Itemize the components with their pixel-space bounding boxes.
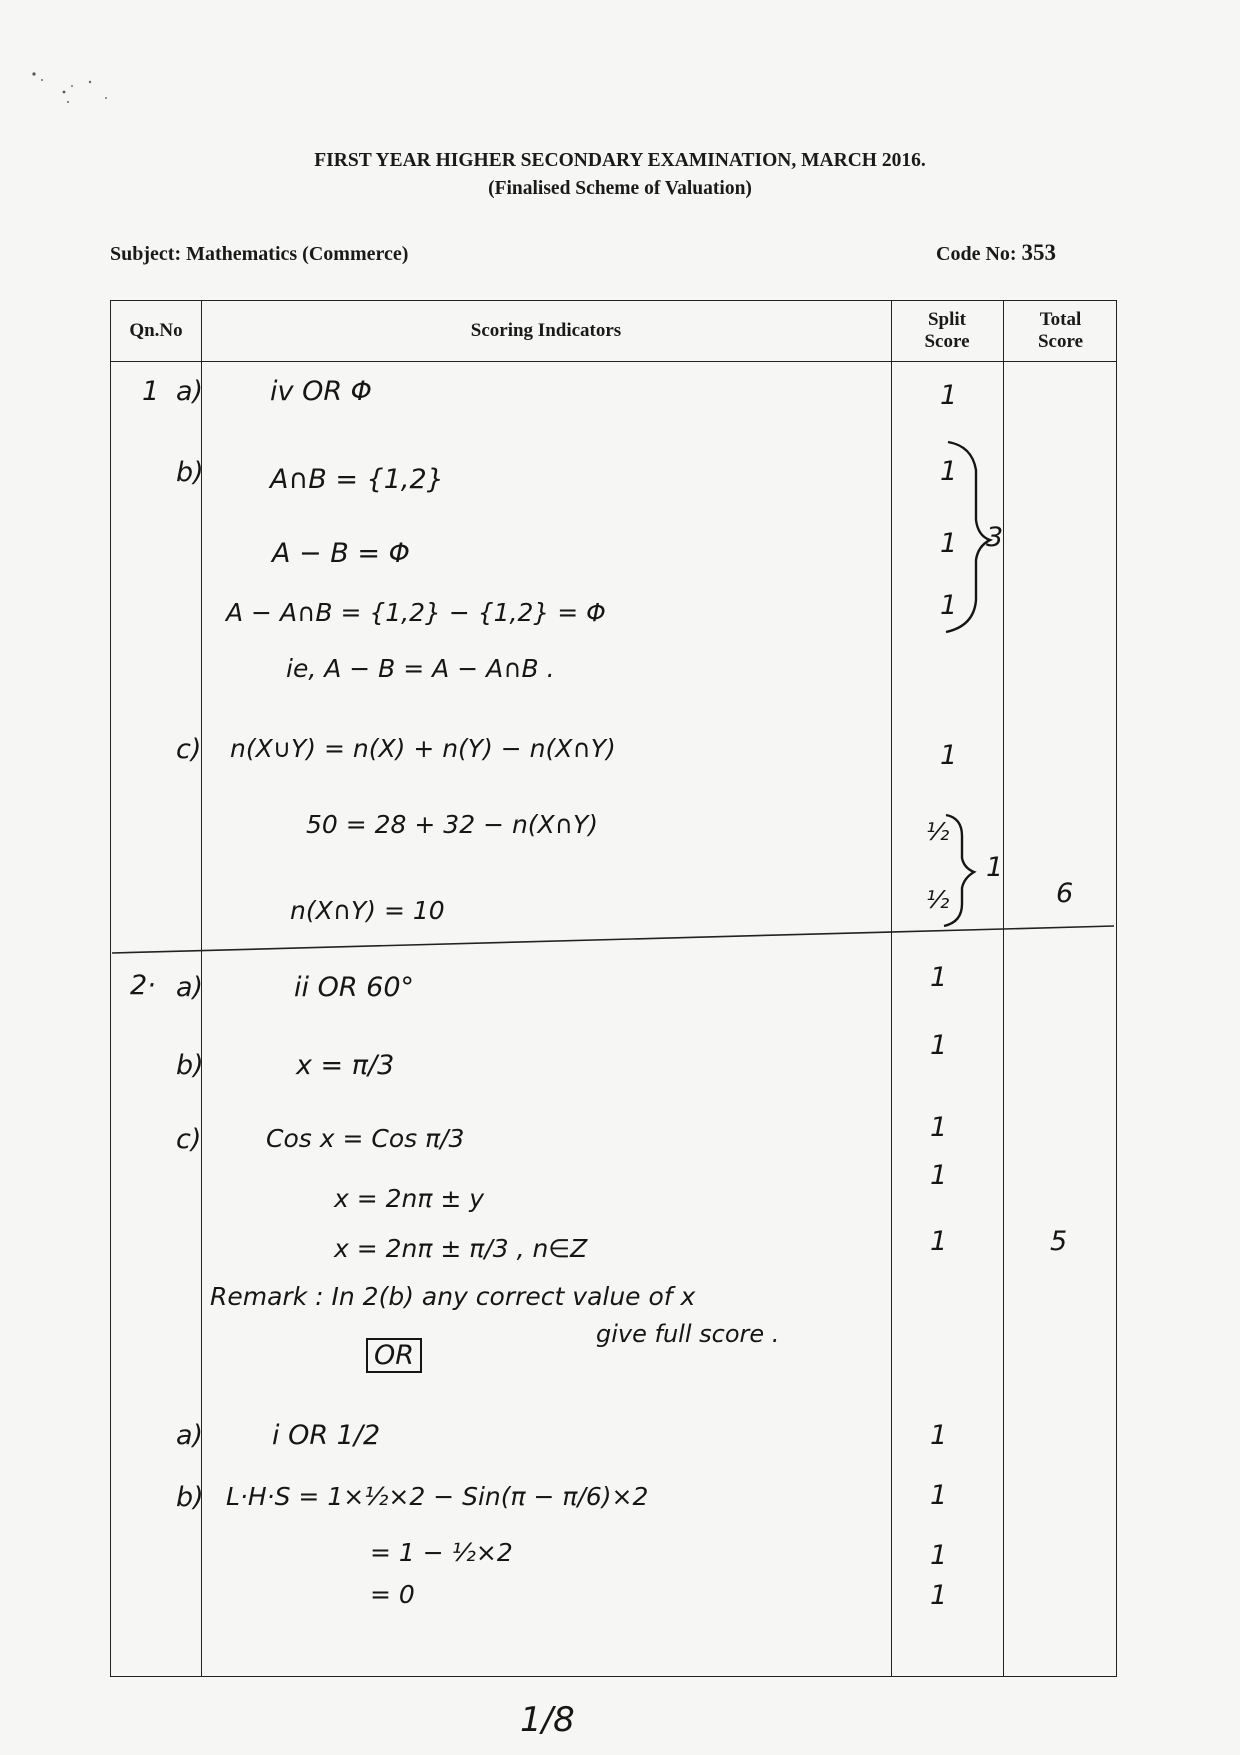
code-number bbox=[936, 240, 1056, 266]
q2-a-label: a) bbox=[176, 972, 204, 1003]
q2-remark-line1: Remark : In 2(b) any correct value of x bbox=[210, 1282, 696, 1311]
q2-c-line3: x = 2nπ ± π/3 , n∈Z bbox=[334, 1234, 588, 1263]
q2-alt-b-split2: 1 bbox=[930, 1540, 948, 1571]
col-divider bbox=[1003, 301, 1004, 1676]
q1-a-label: a) bbox=[176, 376, 204, 407]
col-header-qn: Qn.No bbox=[129, 320, 183, 341]
q1-c-split2: ½ bbox=[926, 818, 950, 846]
subject-label: Subject: Mathematics (Commerce) bbox=[110, 243, 409, 265]
q1-a-answer: iv OR Φ bbox=[270, 376, 372, 407]
code-label: Code No: bbox=[936, 243, 1017, 265]
code-value: 353 bbox=[1021, 240, 1057, 265]
q2-alt-a-split: 1 bbox=[930, 1420, 948, 1451]
q1-b-label: b) bbox=[176, 457, 204, 488]
split-header-line1: Split bbox=[927, 309, 967, 330]
q1-a-split: 1 bbox=[940, 380, 958, 411]
q2-c-label: c) bbox=[176, 1124, 202, 1155]
exam-subtitle: (Finalised Scheme of Valuation) bbox=[488, 178, 752, 199]
page-number: 1/8 bbox=[520, 1700, 575, 1740]
q2-alt-b-line3: = 0 bbox=[370, 1580, 415, 1609]
q1-c-line1: n(X∪Y) = n(X) + n(Y) − n(X∩Y) bbox=[230, 734, 616, 763]
q2-remark-line2: give full score . bbox=[596, 1320, 780, 1348]
or-box: OR bbox=[366, 1338, 422, 1373]
q1-c-line3: n(X∩Y) = 10 bbox=[290, 896, 445, 925]
q2-alt-b-line1: L·H·S = 1×½×2 − Sin(π − π/6)×2 bbox=[226, 1482, 649, 1511]
q1-number: 1 bbox=[142, 376, 160, 407]
q2-total-score: 5 bbox=[1050, 1226, 1068, 1257]
q2-c-line1: Cos x = Cos π/3 bbox=[266, 1124, 465, 1153]
q1-b-split3: 1 bbox=[940, 590, 958, 621]
header-divider bbox=[111, 361, 1116, 362]
q2-c-split1: 1 bbox=[930, 1112, 948, 1143]
col-header-indicators: Scoring Indicators bbox=[470, 320, 622, 341]
total-header-line2: Score bbox=[1037, 331, 1084, 352]
col-header-split bbox=[891, 301, 1003, 361]
valuation-table bbox=[110, 300, 1117, 1677]
split-header-line2: Score bbox=[924, 331, 970, 352]
q2-alt-b-split1: 1 bbox=[930, 1480, 948, 1511]
q1-b-split1: 1 bbox=[940, 456, 958, 487]
col-header-total bbox=[1003, 301, 1118, 361]
q1-c-brace-total: 1 bbox=[986, 852, 1004, 883]
q1-b-line1: A∩B = {1,2} bbox=[270, 464, 444, 495]
q1-c-split3: ½ bbox=[926, 886, 950, 914]
col-divider bbox=[891, 301, 892, 1676]
total-header-line1: Total bbox=[1039, 309, 1082, 330]
q1-c-label: c) bbox=[176, 734, 202, 765]
q2-b-answer: x = π/3 bbox=[296, 1050, 395, 1081]
q1-b-split2: 1 bbox=[940, 528, 958, 559]
q2-b-split: 1 bbox=[930, 1030, 948, 1061]
q2-a-answer: ii OR 60° bbox=[294, 972, 415, 1003]
q2-alt-b-split3: 1 bbox=[930, 1580, 948, 1611]
q2-alt-a-answer: i OR 1/2 bbox=[272, 1420, 381, 1451]
q1-c-line2: 50 = 28 + 32 − n(X∩Y) bbox=[306, 810, 599, 839]
q2-alt-a-label: a) bbox=[176, 1420, 204, 1451]
q2-a-split: 1 bbox=[930, 962, 948, 993]
q1-b-line4: ie, A − B = A − A∩B . bbox=[286, 654, 555, 683]
q2-b-label: b) bbox=[176, 1050, 204, 1081]
q1-total-score: 6 bbox=[1056, 878, 1074, 909]
q1-b-line2: A − B = Φ bbox=[272, 538, 410, 569]
scan-specks bbox=[28, 70, 128, 110]
q2-c-line2: x = 2nπ ± y bbox=[334, 1184, 485, 1213]
q1-b-line3: A − A∩B = {1,2} − {1,2} = Φ bbox=[226, 598, 606, 627]
q2-alt-b-line2: = 1 − ½×2 bbox=[370, 1538, 513, 1567]
q2-alt-b-label: b) bbox=[176, 1482, 204, 1513]
q1-b-brace-total: 3 bbox=[986, 522, 1004, 553]
q1-c-split1: 1 bbox=[940, 740, 958, 771]
exam-title: FIRST YEAR HIGHER SECONDARY EXAMINATION, MARCH 2016. bbox=[314, 150, 926, 171]
q2-number: 2· bbox=[130, 970, 156, 1001]
q2-c-split3: 1 bbox=[930, 1226, 948, 1257]
q2-c-split2: 1 bbox=[930, 1160, 948, 1191]
